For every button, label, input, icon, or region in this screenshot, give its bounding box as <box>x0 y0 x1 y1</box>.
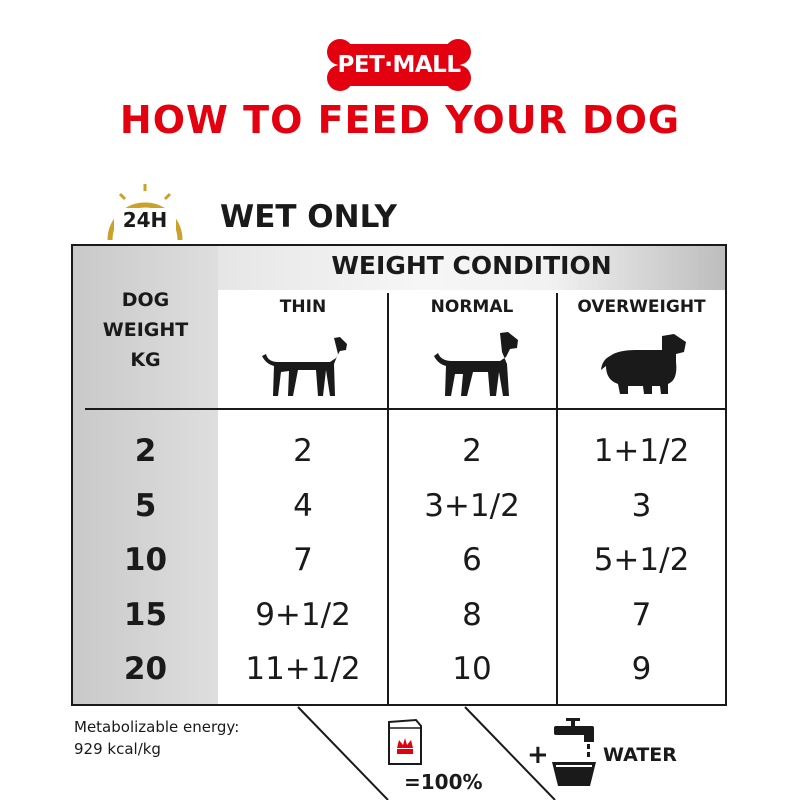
faucet-bowl-icon <box>548 716 600 790</box>
dog-weight-kg-label: DOG WEIGHT KG <box>102 289 189 371</box>
weight-cell: 2 <box>134 433 157 469</box>
page-title: HOW TO FEED YOUR DOG <box>119 98 681 142</box>
thin-value-cell: 2 <box>293 433 313 469</box>
overweight-value-cell: 9 <box>631 651 652 687</box>
overweight-value-cell: 3 <box>631 488 652 524</box>
overweight-value-cell: 7 <box>631 597 652 633</box>
column-header-overweight: OVERWEIGHT <box>577 297 706 317</box>
weight-cell: 20 <box>123 651 168 687</box>
logo-text: PET·MALL <box>337 52 461 78</box>
normal-value-cell: 10 <box>452 651 492 687</box>
normal-value-cell: 2 <box>462 433 482 469</box>
wet-only-heading: WET ONLY <box>220 199 397 235</box>
thin-value-cell: 7 <box>293 542 313 578</box>
water-label: WATER <box>603 744 677 766</box>
weight-condition-header: WEIGHT CONDITION <box>331 251 612 280</box>
thin-value-cell: 9+1/2 <box>255 597 351 633</box>
normal-value-cell: 3+1/2 <box>424 488 520 524</box>
weight-cell: 10 <box>123 542 168 578</box>
column-header-thin: THIN <box>279 297 327 317</box>
thin-value-cell: 11+1/2 <box>245 651 361 687</box>
column-header-normal: NORMAL <box>430 297 514 317</box>
overweight-value-cell: 1+1/2 <box>593 433 690 469</box>
overweight-value-cell: 5+1/2 <box>593 542 690 578</box>
metabolizable-energy: Metabolizable energy: 929 kcal/kg <box>74 718 240 758</box>
normal-value-cell: 6 <box>462 542 482 578</box>
normal-value-cell: 8 <box>462 597 482 633</box>
food-pouch-icon <box>386 718 424 768</box>
badge-text: 24H <box>114 208 176 232</box>
plus-sign: + <box>527 740 549 770</box>
pouch-percent: =100% <box>404 770 483 794</box>
weight-cell: 5 <box>134 488 157 524</box>
thin-value-cell: 4 <box>293 488 313 524</box>
weight-cell: 15 <box>123 597 168 633</box>
